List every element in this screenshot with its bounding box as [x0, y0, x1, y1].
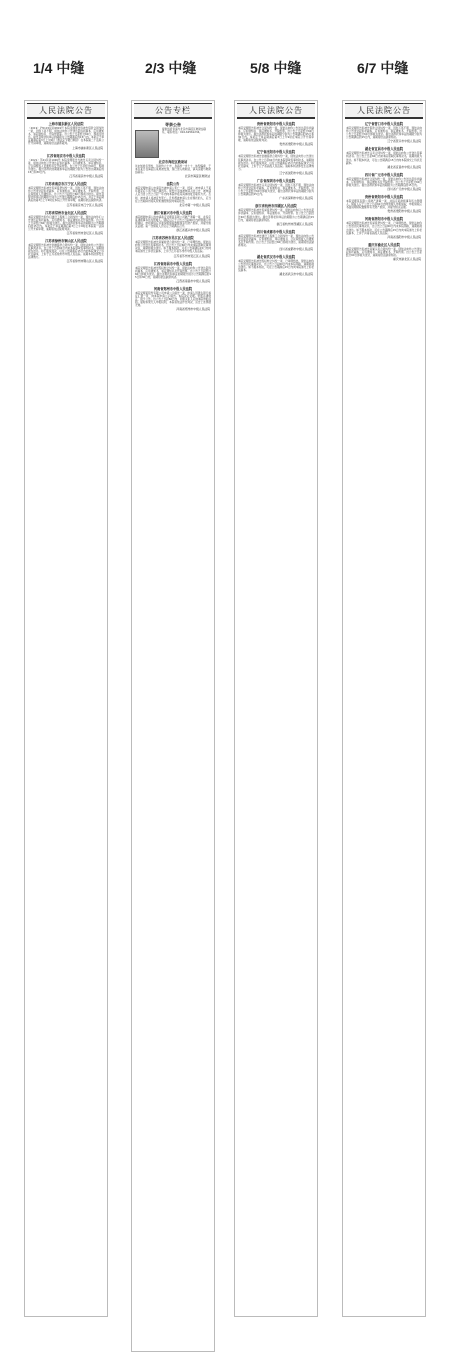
notice-heading: 寻亲公告: [165, 122, 181, 127]
notice-signature: 江苏省南京市中级人民法院: [69, 174, 103, 179]
notice-block: [132, 287, 214, 313]
notice-block: [235, 255, 317, 278]
notice-court-title: 江苏省苏州市吴江区人民法院: [152, 236, 194, 241]
notice-court-title: 贵州省贵阳市中级人民法院: [364, 195, 404, 200]
notice-signature: 辽宁省营口市中级人民法院: [387, 139, 421, 144]
notice-block: [343, 243, 425, 263]
notice-block: [343, 217, 425, 240]
notice-court-title: 贵州省贵阳市中级人民法院: [256, 122, 296, 126]
photo-caption: 提供线索者请与北京市海淀区救助站联系，联系电话：010-62561234。: [162, 128, 207, 135]
notice-body: 本院受理原告诉被告民间借贷纠纷一案，已审理终结。现依法向你公告送达民事判决书，自公告之日起60日内来本院领取，逾期则视为送达。如不服本判决，可在公告期满后15日内向本院递交上诉状及副本，上诉于河南省高级人民法院。: [346, 222, 422, 235]
notice-signature: 辽宁省沈阳市中级人民法院: [279, 170, 313, 175]
notice-block: [343, 147, 425, 170]
notice-body: 本院受理原告诉被告股权转让纠纷一案，现依法向你公告送达起诉状副本、应诉通知书、举证通知书及开庭传票。自公告之日起经过60日即视为送达。提出答辩状和举证的期限分别为公告期满后的15日和30日内，逾期将依法缺席判决。: [135, 266, 211, 279]
notice-court-title: 河南省洛阳市中级人民法院: [364, 217, 404, 222]
notice-signature: 河南省洛阳市中级人民法院: [387, 234, 421, 239]
notice-block: [25, 154, 107, 180]
notice-body: 本院受理原告诉被告民间借贷纠纷一案，现依法向你们公告送达起诉状副本、应诉通知书、举证通知书、开庭传票。自公告之日起经过60日即视为送达。提出答辩状和举证的期限为公告期满后的15日内，逾期将依法缺席判决。: [238, 209, 314, 222]
notice-court-title: 辽宁省营口市中级人民法院: [364, 122, 404, 126]
notice-block: [132, 182, 214, 208]
notice-body: 本院受理某有限公司破产清算一案，并指定某律师事务所为管理人。债权人应于公告之日起60日内向管理人申报债权，申报债权应书面说明债权数额和有无财产担保，并提交相关证据。: [346, 200, 422, 210]
notice-block: [343, 173, 425, 193]
notice-court-title: 浙江省杭州市西湖区人民法院: [255, 204, 297, 209]
column-header-2: 2/3 中缝: [145, 60, 197, 76]
notice-court-title: 上海市浦东新区人民法院: [48, 122, 84, 126]
column-title: 人民法院公告: [345, 103, 423, 119]
column-title: 公告专栏: [134, 103, 212, 119]
column-header-1: 1/4 中缝: [33, 60, 85, 76]
notice-block: [343, 122, 425, 145]
notice-signature: 重庆市渝北区人民法院: [393, 256, 421, 261]
notice-body: 本院受理原告诉被告合同纠纷一案，现依法向你公告送达起诉状副本、应诉通知书、举证通知书及开庭传票。自公告之日起经过60日即视为送达。提出答辩状和举证的期限为公告期满后的15日内。: [346, 177, 422, 187]
notice-block: [132, 262, 214, 285]
notice-body: 本院受理原告诉被告买卖合同纠纷一案，因你下落不明，现依法向你公告送达起诉状副本、应诉通知书、举证通知书、开庭传票。自公告之日起经过60日即视为送达，提出答辩状和举证的期限分别为公告期满后的15日内。: [238, 183, 314, 197]
notice-body: 本院受理原告诉你们建设工程施工合同纠纷一案，现依法向你们公告送达起诉状副本、应诉通知书、举证通知书及开庭传票。自公告之日起经过60日即视为送达。提出答辩状和举证的期限为公告期满后的15日内。本案定于举证期满后第3日上午9时在本院第一法庭公开开庭审理，逾期将依法缺席判决。: [28, 215, 104, 231]
notice-court-title: 湖北省宜昌市中级人民法院: [364, 147, 404, 152]
notice-court-title: 江苏省徐州市铜山区人民法院: [45, 238, 87, 243]
notice-column-1: [24, 100, 108, 1317]
notice-signature: 北京市海淀区救助站: [184, 174, 210, 179]
notice-body: 本院受理申请人申请宣告被申请人死亡一案，经查：被申请人于某年离家后下落不明已满四年。现发出寻找被申请人的公告，被申请人应当自公告之日起一年内向本院申报其具体地址及联系方式。否则，被申请人将被宣告死亡。凡知悉被申请人生存现状的人，应当在公告期间内将其所知道的情况向本院报告。: [135, 187, 211, 203]
notice-court-title: 四川省成都市中级人民法院: [256, 229, 296, 234]
notice-court-title: 河南省郑州市中级人民法院: [153, 286, 193, 291]
notice-body: 本院受理原告诉被告民间借贷纠纷一案，因你下落不明，现依法向你公告送达起诉状副本、应诉通知书、举证通知书、开庭传票、合议庭组成人员通知书。自公告之日起经过60日即视为送达。提出答辩状和举证的期限分别为公告送达期满后的15日内。并定于举证期满后的第3日上午9时在本院公开开庭审理，逾期将依法缺席判决。: [28, 187, 104, 203]
notice-signature: 四川省成都市中级人民法院: [279, 247, 313, 252]
notice-signature: 广东省深圳市中级人民法院: [279, 196, 313, 201]
notice-signature: 江苏省常州市金坛区人民法院: [66, 230, 103, 235]
notice-signature: 江苏省徐州市铜山区人民法院: [66, 259, 103, 264]
notice-block: [25, 182, 107, 208]
notice-court-title: 北京市海淀区救助站: [158, 160, 188, 164]
notice-court-title: 辽宁省沈阳市中级人民法院: [256, 150, 296, 155]
notice-body: 该未知姓名男性，年龄约六十岁，身高约一米七十，体型偏瘦，于本年某日在海淀区某地被发现，现已送入救助站，请其亲属与救助站联系。: [135, 165, 211, 175]
notice-body: 本院受理原告诉被告金融借款合同纠纷一案，现依法向你公告送达民事判决书。自公告之日起60日内来本院领取民事判决书，逾期则视为送达。如不服本判决，可在公告期满后15日内向本院递交上诉状及副本，上诉于辽宁省高级人民法院。逾期本判决即发生法律效力。: [238, 155, 314, 171]
notice-signature: 贵州省贵阳市中级人民法院: [387, 209, 421, 214]
notice-block: [25, 122, 107, 152]
notice-signature: 江西省南昌市中级人民法院: [176, 278, 210, 283]
notice-court-title: 江西省南昌市中级人民法院: [153, 261, 193, 266]
notice-block: [235, 204, 317, 227]
column-title: 人民法院公告: [237, 103, 315, 119]
notice-block: [343, 195, 425, 215]
notice-body: 本院受理某股份有限公司申请公示催告一案，申请人因遗失银行承兑汇票一张，向本院申请公示催告。本院决定受理。依照法律规定，现予公告。自公告之日起60日内，利害关系人应向本院申报权利。届时如果无人申报权利，本院将依法作出判决，宣告上述票据无效。: [135, 291, 211, 308]
notice-block: [25, 239, 107, 265]
notice-body: （2019）沪0115民初4819号 本院受理原告诉被告借款合同纠纷一案，因你下落不明，现依法向你公告送达起诉状副本、应诉通知书、举证通知书、开庭传票等。自公告之日起经过60日，即视为送达。提出答辩状和举证的期限为公告期满后的15日内。本案定于举证期满后第3日上午9时（遇法定节假日顺延）在本院第二十法庭公开开庭审理，逾期将依法缺席裁判。: [28, 127, 104, 146]
notice-court-title: 江苏省常州市金坛区人民法院: [45, 210, 87, 215]
notice-body: 本院受理原告诉被告房屋买卖合同纠纷一案，现依法向你公告送达起诉状副本、应诉通知书、举证通知书、开庭传票。自公告之日起经过60日即视为送达，逾期将依法缺席判决。: [346, 247, 422, 257]
notice-court-title: 重庆市渝北区人民法院: [368, 242, 400, 247]
notice-column-3: [234, 100, 318, 1317]
notice-signature: 浙江省嘉兴市中级人民法院: [176, 228, 210, 233]
notice-block: [132, 211, 214, 234]
notice-signature: 贵州省贵阳市中级人民法院: [279, 142, 313, 147]
notice-signature: 浙江省杭州市西湖区人民法院: [276, 221, 313, 226]
notice-signature: 江苏省南京市江宁区人民法院: [66, 202, 103, 207]
notice-signature: 四川省广元市中级人民法院: [387, 187, 421, 192]
notice-column-4: [342, 100, 426, 1317]
notice-court-title: 浙江省嘉兴市中级人民法院: [153, 210, 193, 215]
notice-block: [25, 211, 107, 237]
column-sections: [343, 122, 425, 263]
notice-body: 本院根据申请人的申请裁定受理某有限公司破产清算一案，并指定某律师事务所为管理人。债权人应于公告之日起60日内向管理人申报债权，申报债权应书面说明债权数额和有无财产担保，并提交相关证据。第一次债权人会议定于期满后召开。: [135, 215, 211, 229]
notice-block: [235, 150, 317, 176]
notice-block: [235, 179, 317, 202]
notice-signature: 北京市第一中级人民法院: [179, 202, 210, 207]
notice-court-title: 江苏省南京市中级人民法院: [46, 153, 86, 158]
notice-body: 本院受理原告诉被告合同纠纷一案，现依法向你公告送达起诉状副本、应诉通知书、举证通知书、开庭传票。自公告之日起经过60日即视为送达。提出答辩状和举证的期限分别为公告期满后的15日和30日内。本案定于举证期满后第3日上午9时在本院公开开庭审理，逾期将依法缺席判决。: [238, 127, 314, 143]
notice-body: （2021）苏01民初1026号 本院受理原告与被告买卖合同纠纷一案，现依法向你公告送达起诉状副本、应诉通知书、举证通知书、合议庭组成人员通知书及开庭传票。自公告之日起经过60日，即视为送达。提出答辩状的期限和举证的期限分别为公告送达期满后的15日和30日内。: [28, 158, 104, 174]
column-header-4: 6/7 中缝: [357, 60, 409, 76]
column-sections: [235, 122, 317, 278]
column-sections: [25, 122, 107, 265]
notice-block: [235, 230, 317, 253]
notice-body: 本院受理原告诉被告股权转让纠纷一案，已审理终结。现依法向你公告送达民事判决书，自公告之日起60日内来本院领取，逾期则视为送达。如不服本判决，可在公告期满后15日内向本院递交上诉状及副本。: [238, 260, 314, 273]
notice-court-title: 湖北省武汉市中级人民法院: [256, 255, 296, 260]
notice-court-title: 法院公告: [166, 182, 180, 187]
notice-court-title: 四川省广元市中级人民法院: [364, 172, 404, 177]
column-sections: [132, 160, 214, 313]
notice-body: 本院受理原告诉被告建设工程施工合同纠纷一案，现依法向你公告送达起诉状副本、应诉通知书、举证通知书、合议庭组成人员通知书及开庭传票。自公告之日起经过60日即视为送达，逾期将依法缺席判决。: [238, 234, 314, 247]
notice-body: 本院受理原告诉被告金融借款合同纠纷一案，现依法向你公告送达民事判决书。自公告之日起60日内来本院领取民事判决书，逾期则视为送达。如不服本判决，可在公告期满后15日内向本院递交上诉状及副本，上诉于江苏省徐州市中级人民法院。逾期本判决即发生法律效力。: [28, 243, 104, 260]
notice-body: 本院受理原告诉被告借款合同纠纷一案，因你下落不明，现依法向你公告送达起诉状副本、应诉通知书、举证通知书、开庭传票。自公告之日起经过60日即视为送达。提出答辩状和举证的期限分别为公告期满后的15日内，逾期将依法缺席判决。: [346, 127, 422, 140]
notice-signature: 河南省郑州市中级人民法院: [176, 307, 210, 312]
notice-signature: 上海市浦东新区人民法院: [72, 145, 103, 150]
notice-court-title: 江苏省南京市江宁区人民法院: [45, 182, 87, 187]
notice-block: [132, 160, 214, 180]
notice-signature: 江苏省苏州市吴江区人民法院: [173, 253, 210, 258]
notice-block: [235, 122, 317, 148]
notice-body: 本院受理原告诉被告房屋租赁合同纠纷一案，已审理终结。现依法向你公告送达民事判决书，自公告之日起60日内来本院领取民事判决书，逾期则视为送达。如不服本判决，可在公告期满后15日内向本院递交上诉状及副本，上诉于江苏省苏州市中级人民法院。: [135, 241, 211, 254]
notice-signature: 湖北省武汉市中级人民法院: [279, 272, 313, 277]
notice-court-title: 广东省深圳市中级人民法院: [256, 178, 296, 183]
column-header-3: 5/8 中缝: [250, 60, 302, 76]
notice-signature: 湖北省宜昌市中级人民法院: [387, 164, 421, 169]
notice-block: [132, 236, 214, 259]
column-title: 人民法院公告: [27, 103, 105, 119]
missing-person-photo: [135, 130, 159, 158]
notice-body: 本院受理原告诉被告买卖合同纠纷一案，现依法向你公告送达民事判决书。自公告之日起60日内来本院领取民事判决书，逾期则视为送达。如不服本判决，可在公告期满后15日内向本院递交上诉状及副本。: [346, 152, 422, 165]
notice-column-2: [131, 100, 215, 1352]
